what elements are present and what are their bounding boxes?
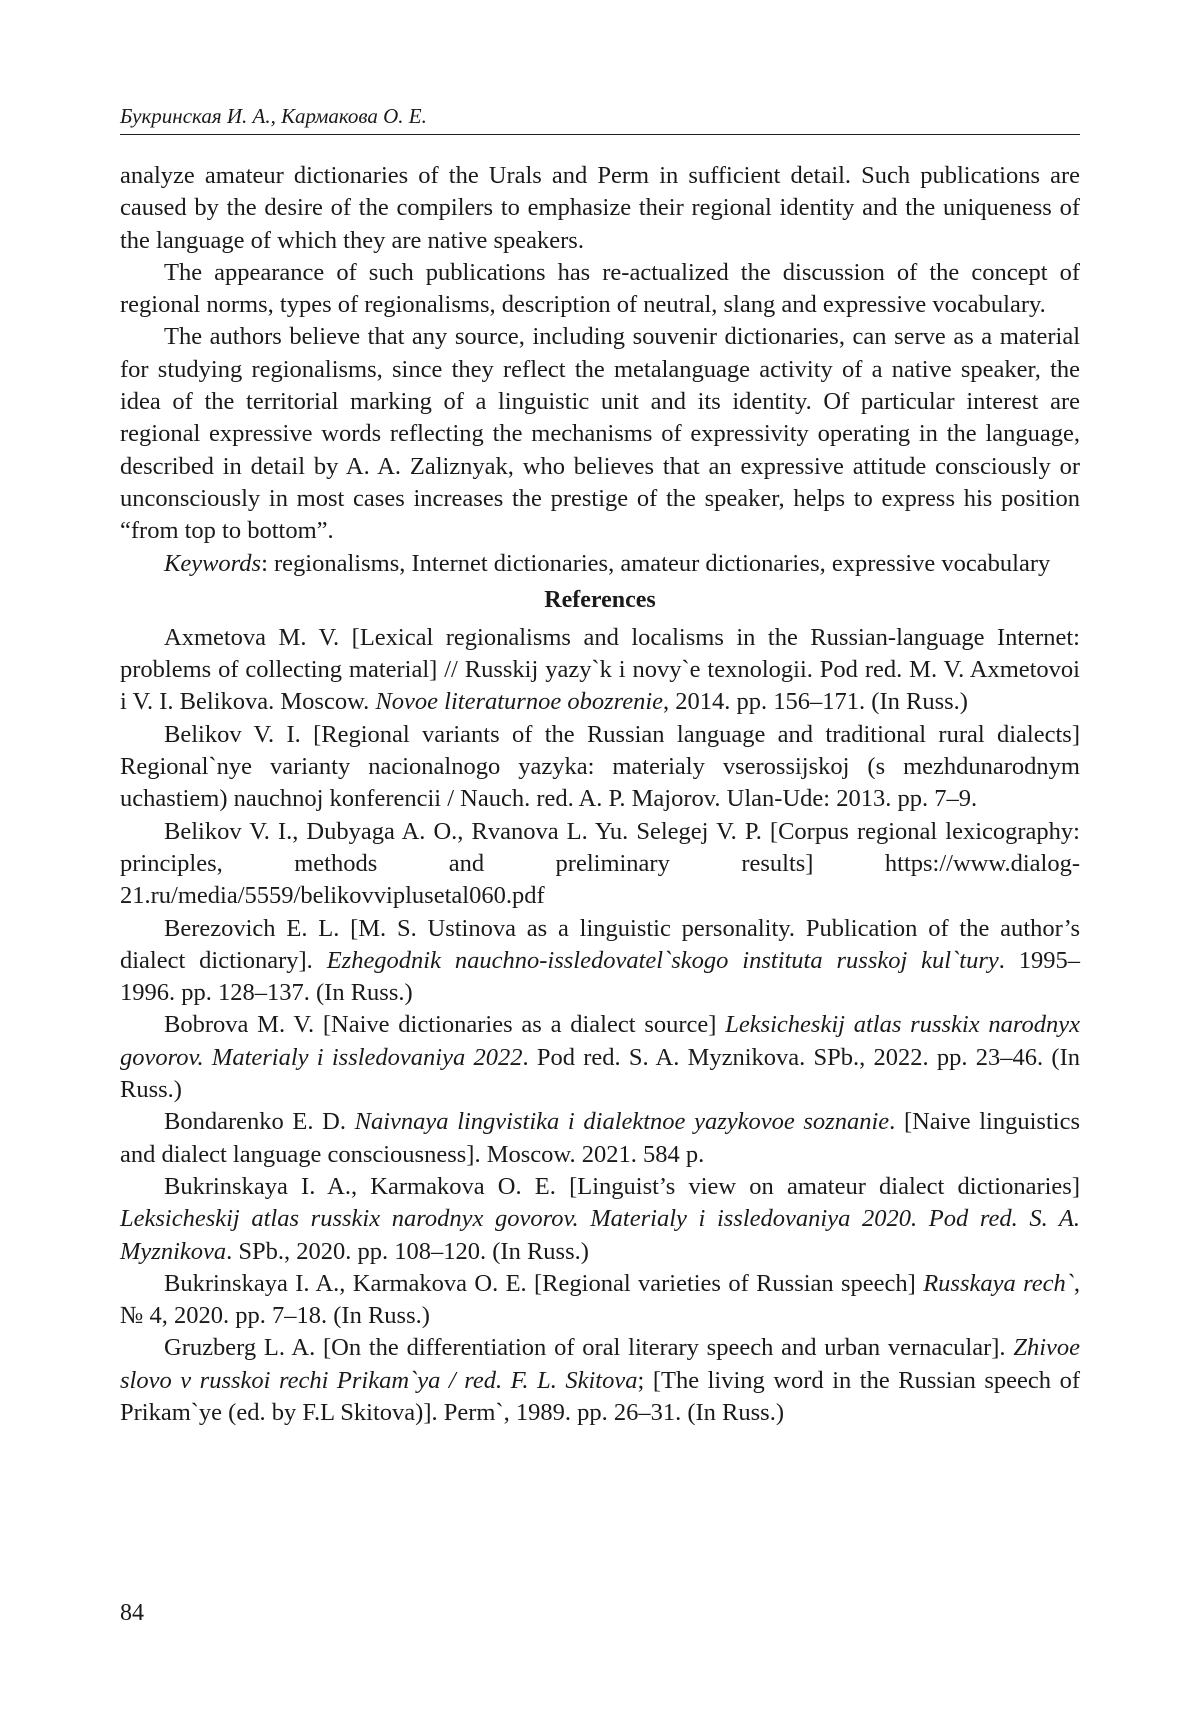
references-heading: References	[544, 586, 656, 613]
paragraph: The authors believe that any source, including souvenir dictionaries, can serve as a material for studying regionalisms, since they reflect the metalanguage activity of a native speaker, the idea of the territorial marking of a linguistic unit and its identity. Of particular interest are regional expressive words reflecting the mechanisms of expressivity operating in the language, described in detail by A. A. Zaliznyak, who believes that an expressive attitude consciously or unconsciously in most cases increases the prestige of the speaker, helps to express his position “from top to bottom”.	[120, 323, 1080, 545]
reference-item: Berezovich E. L. [M. S. Ustinova as a linguistic personality. Publication of the author’s dialect dictionary]. Ezhegodnik nauchno-issledovatel`skogo instituta russkoj kul`tury. 1995–1996. pp. 128–137. (In Russ.)	[120, 914, 1080, 1007]
reference-item: Belikov V. I. [Regional variants of the Russian language and traditional rural dialects] Regional`nye varianty nacionalnogo yazyka: materialy vserossijskoj (s mezhdunarodnym uchastiem) nauchnoj konferencii / Nauch. red. A. P. Majorov. Ulan-Ude: 2013. pp. 7–9.	[120, 720, 1080, 813]
paragraph-continuation: analyze amateur dictionaries of the Urals and Perm in sufficient detail. Such publications are caused by the desire of the compilers to emphasize their regional identity and the uniqueness of the language of which they are native speakers.	[120, 162, 1080, 254]
page-number: 84	[120, 1600, 144, 1626]
paragraph: The appearance of such publications has re-actualized the discussion of the concept of regional norms, types of regionalisms, description of neutral, slang and expressive vocabulary.	[120, 258, 1080, 319]
reference-item: Bondarenko E. D. Naivnaya lingvistika i dialektnoe yazykovoe soznanie. [Naive linguistics and dialect language consciousness]. Moscow. 2021. 584 p.	[120, 1108, 1080, 1168]
keywords-text: : regionalisms, Internet dictionaries, amateur dictionaries, expressive vocabulary	[261, 549, 1051, 577]
reference-item: Belikov V. I., Dubyaga A. O., Rvanova L. Yu. Selegej V. P. [Corpus regional lexicography: principles, methods and preliminary results] https://www.dialog-21.ru/media/5559/belikovviplusetal060.pdf	[120, 817, 1080, 910]
reference-item: Bukrinskaya I. A., Karmakova O. E. [Regional varieties of Russian speech] Russkaya rech`, № 4, 2020. pp. 7–18. (In Russ.)	[120, 1269, 1080, 1330]
reference-item: Gruzberg L. A. [On the differentiation of oral literary speech and urban vernacular]. Zhivoe slovo v russkoi rechi Prikam`ya / red. F. L. Skitova; [The living word in the Russian speech of Prikam`ye (ed. by F.L Skitova)]. Perm`, 1989. pp. 26–31. (In Russ.)	[120, 1334, 1080, 1426]
keywords-label: Keywords	[164, 549, 262, 577]
main-text	[120, 160, 1080, 1429]
running-head: Букринская И. А., Кармакова О. Е.	[120, 104, 427, 128]
keywords-paragraph	[120, 548, 1080, 580]
header-rule	[120, 134, 1080, 135]
reference-item: Bobrova M. V. [Naive dictionaries as a dialect source] Leksicheskij atlas russkix narodnyx govorov. Materialy i issledovaniya 2022. Pod red. S. A. Myznikova. SPb., 2022. pp. 23–46. (In Russ.)	[120, 1011, 1080, 1104]
document-page	[120, 0, 1080, 1710]
reference-item: Bukrinskaya I. A., Karmakova O. E. [Linguist’s view on amateur dialect dictionaries] Leksicheskij atlas russkix narodnyx govorov. Materialy i issledovaniya 2020. Pod red. S. A. Myznikova. SPb., 2020. pp. 108–120. (In Russ.)	[120, 1172, 1080, 1265]
reference-item: Axmetova M. V. [Lexical regionalisms and localisms in the Russian-language Internet: problems of collecting material] // Russkij yazy`k i novy`e texnologii. Pod red. M. V. Axmetovoi i V. I. Belikova. Moscow. Novoe literaturnoe obozrenie, 2014. pp. 156–171. (In Russ.)	[120, 623, 1080, 716]
